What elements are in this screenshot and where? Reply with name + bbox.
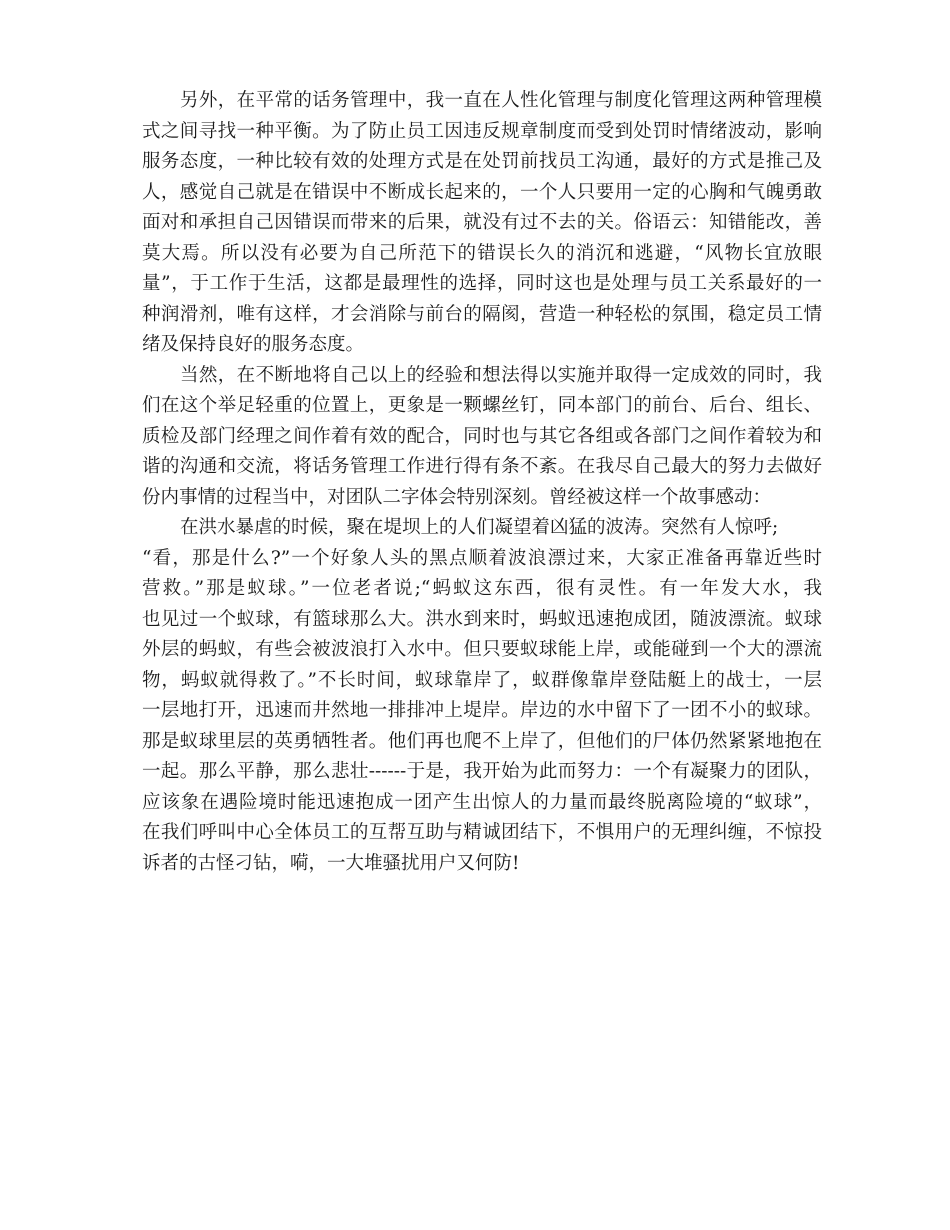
text-line: 另外，在平常的话务管理中，我一直在人性化管理与制度化管理这两种管理模 [180, 90, 822, 111]
text-line: 面对和承担自己因错误而带来的后果，就没有过不去的关。俗语云：知错能改，善 [142, 212, 822, 233]
text-line: 在洪水暴虐的时候，聚在堤坝上的人们凝望着凶猛的波涛。突然有人惊呼; [180, 517, 779, 538]
text-line: 们在这个举足轻重的位置上，更象是一颗螺丝钉，同本部门的前台、后台、组长、 [142, 395, 822, 416]
text-line: 绪及保持良好的服务态度。 [142, 334, 365, 355]
text-line: 种润滑剂，唯有这样，才会消除与前台的隔阂，营造一种轻松的氛围，稳定员工情 [142, 303, 822, 325]
text-line: 莫大焉。所以没有必要为自己所范下的错误长久的消沉和逃避，“风物长宜放眼 [142, 242, 822, 264]
text-line: 质检及部门经理之间作着有效的配合，同时也与其它各组或各部门之间作着较为和 [142, 425, 822, 447]
paragraph-3 [142, 513, 822, 879]
text-line: 在我们呼叫中心全体员工的互帮互助与精诚团结下，不惧用户的无理纠缠，不惊投 [142, 822, 822, 843]
paragraph-2 [142, 361, 822, 514]
text-line: 式之间寻找一种平衡。为了防止员工因违反规章制度而受到处罚时情绪波动，影响 [142, 120, 822, 142]
document-body [142, 86, 822, 879]
text-line: 也见过一个蚁球，有篮球那么大。洪水到来时，蚂蚁迅速抱成团，随波漂流。蚁球 [142, 608, 822, 630]
text-line: 应该象在遇险境时能迅速抱成一团产生出惊人的力量而最终脱离险境的“蚁球”， [142, 791, 822, 813]
text-line: 外层的蚂蚁，有些会被波浪打入水中。但只要蚁球能上岸，或能碰到一个大的漂流 [142, 639, 822, 660]
text-line: 份内事情的过程当中，对团队二字体会特别深刻。曾经被这样一个故事感动： [142, 486, 772, 508]
text-line: 诉者的古怪刁钻，嗬，一大堆骚扰用户又何防! [142, 852, 520, 874]
text-line: “看，那是什么?”一个好象人头的黑点顺着波浪漂过来，大家正准备再靠近些时 [142, 547, 822, 569]
text-line: 谐的沟通和交流，将话务管理工作进行得有条不紊。在我尽自己最大的努力去做好 [142, 456, 822, 477]
text-line: 一起。那么平静，那么悲壮------于是，我开始为此而努力：一个有凝聚力的团队， [142, 761, 822, 782]
text-line: 那是蚁球里层的英勇牺牲者。他们再也爬不上岸了，但他们的尸体仍然紧紧地抱在 [142, 730, 822, 752]
text-line: 服务态度，一种比较有效的处理方式是在处罚前找员工沟通，最好的方式是推己及 [142, 151, 822, 172]
text-line: 量”，于工作于生活，这都是最理性的选择，同时这也是处理与员工关系最好的一 [142, 273, 822, 294]
text-line: 当然，在不断地将自己以上的经验和想法得以实施并取得一定成效的同时，我 [180, 364, 822, 386]
text-line: 人，感觉自己就是在错误中不断成长起来的，一个人只要用一定的心胸和气魄勇敢 [142, 181, 822, 203]
text-line: 一层地打开，迅速而井然地一排排冲上堤岸。岸边的水中留下了一团不小的蚁球。 [142, 700, 822, 721]
paragraph-1 [142, 86, 822, 361]
text-line: 物，蚂蚁就得救了。”不长时间，蚁球靠岸了，蚁群像靠岸登陆艇上的战士，一层 [142, 669, 822, 691]
text-line: 营救。”那是蚁球。”一位老者说;“蚂蚁这东西，很有灵性。有一年发大水，我 [142, 578, 822, 599]
